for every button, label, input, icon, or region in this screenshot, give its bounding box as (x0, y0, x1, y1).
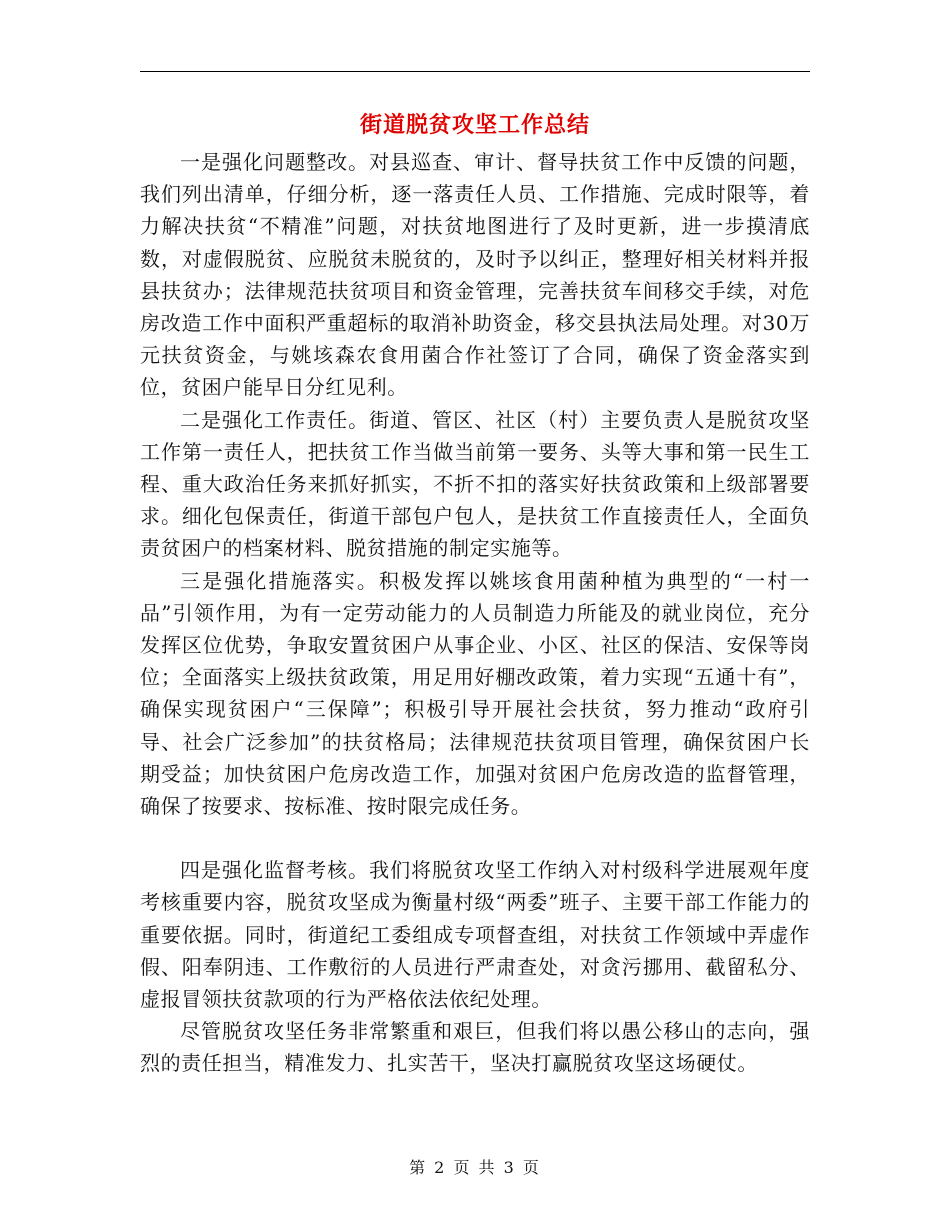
paragraph-5: 尽管脱贫攻坚任务非常繁重和艰巨，但我们将以愚公移山的志向，强烈的责任担当，精准发力、扎实苦干，坚决打赢脱贫攻坚这场硬仗。 (140, 1019, 810, 1076)
page-footer: 第 2 页 共 3 页 (409, 1158, 541, 1177)
paragraph-3: 三是强化措施落实。积极发挥以姚垓食用菌种植为典型的“一村一品”引领作用，为有一定劳动能力的人员制造力所能及的就业岗位，充分发挥区位优势，争取安置贫困户从事企业、小区、社区的保洁、安保等岗位；全面落实上级扶贫政策，用足用好棚改政策，着力实现“五通十有”，确保实现贫困户“三保障”；积极引导开展社会扶贫，努力推动“政府引导、社会广泛参加”的扶贫格局；法律规范扶贫项目管理，确保贫困户长期受益；加快贫困户危房改造工作，加强对贫困户危房改造的监督管理，确保了按要求、按标准、按时限完成任务。 (140, 568, 810, 819)
paragraph-1: 一是强化问题整改。对县巡查、审计、督导扶贫工作中反馈的问题，我们列出清单，仔细分析，逐一落责任人员、工作措施、完成时限等，着力解决扶贫“不精准”问题，对扶贫地图进行了及时更新，进一步摸清底数，对虚假脱贫、应脱贫未脱贫的，及时予以纠正，整理好相关材料并报县扶贫办；法律规范扶贫项目和资金管理，完善扶贫车间移交手续，对危房改造工作中面积严重超标的取消补助资金，移交县执法局处理。对30万元扶贫资金，与姚垓森农食用菌合作社签订了合同，确保了资金落实到位，贫困户能早日分红见利。 (140, 150, 810, 400)
paragraph-4: 四是强化监督考核。我们将脱贫攻坚工作纳入对村级科学进展观年度考核重要内容，脱贫攻坚成为衡量村级“两委”班子、主要干部工作能力的重要依据。同时，街道纪工委组成专项督查组，对扶贫工作领域中弄虚作假、阳奉阴违、工作敷衍的人员进行严肃查处，对贪污挪用、截留私分、虚报冒领扶贫款项的行为严格依法依纪处理。 (140, 858, 810, 1012)
document-body (140, 146, 810, 1080)
paragraph-2: 二是强化工作责任。街道、管区、社区（村）主要负责人是脱贫攻坚工作第一责任人，把扶贫工作当做当前第一要务、头等大事和第一民生工程、重大政治任务来抓好抓实，不折不扣的落实好扶贫政策和上级部署要求。细化包保责任，街道干部包户包人，是扶贫工作直接责任人，全面负责贫困户的档案材料、脱贫措施的制定实施等。 (140, 407, 810, 561)
document-title: 街道脱贫攻坚工作总结 (359, 112, 590, 138)
header-rule (140, 71, 810, 72)
